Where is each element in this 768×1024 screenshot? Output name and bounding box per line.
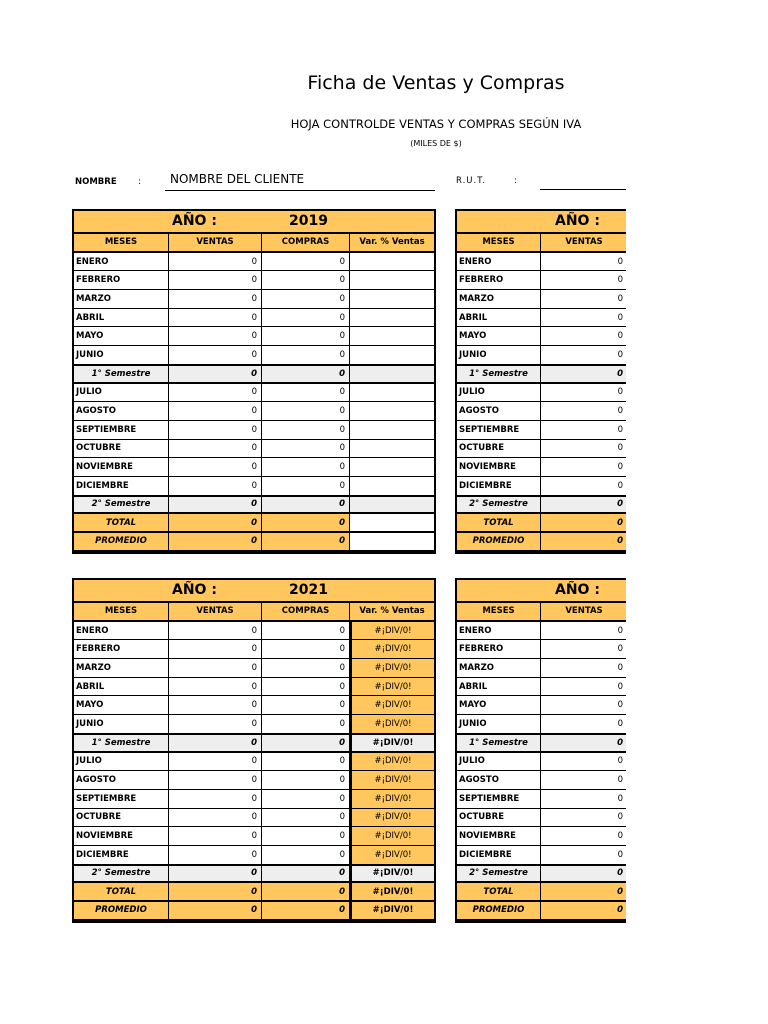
ventas-cell: 0 — [169, 290, 262, 308]
ventas-cell: 0 — [169, 827, 262, 845]
year-table — [72, 578, 436, 923]
table-row — [74, 696, 434, 715]
month-label: SEPTIEMBRE — [74, 421, 169, 439]
compras-cell: 0 — [262, 421, 350, 439]
ventas-cell: 0 — [169, 384, 262, 402]
month-label: DICIEMBRE — [74, 477, 169, 495]
promedio-row — [457, 533, 626, 552]
ventas-cell: 0 — [541, 809, 626, 827]
compras-cell: 0 — [262, 402, 350, 420]
ventas-cell: 0 — [541, 678, 626, 696]
nombre-label: NOMBRE — [75, 177, 117, 187]
compras-cell: 0 — [262, 384, 350, 402]
semester-2-row-label: 2° Semestre — [74, 866, 169, 882]
ventas-cell: 0 — [169, 640, 262, 658]
column-header-compras: COMPRAS — [262, 603, 350, 620]
compras-total: 0 — [262, 514, 350, 531]
table-row — [457, 309, 626, 328]
ventas-cell: 0 — [541, 327, 626, 345]
month-label: MAYO — [457, 696, 541, 714]
column-header-var: Var. % Ventas — [359, 237, 425, 248]
column-header-meses: MESES — [74, 603, 169, 620]
compras-cell: 0 — [262, 327, 350, 345]
var-cell — [350, 477, 434, 495]
ventas-total: 0 — [169, 366, 262, 382]
ventas-total: 0 — [169, 866, 262, 882]
compras-cell: 0 — [262, 477, 350, 495]
table-row — [457, 271, 626, 290]
var-cell: #¡DIV/0! — [350, 771, 434, 789]
ventas-cell: 0 — [541, 440, 626, 458]
var-cell — [350, 440, 434, 458]
month-label: ABRIL — [457, 309, 541, 327]
ventas-cell: 0 — [169, 659, 262, 677]
ventas-cell: 0 — [541, 696, 626, 714]
table-row — [457, 440, 626, 459]
units-label: (MILES DE $) — [410, 139, 462, 148]
semester-1-row-label: 1° Semestre — [74, 366, 169, 382]
column-header-ventas: VENTAS — [169, 234, 262, 251]
month-label: OCTUBRE — [457, 809, 541, 827]
month-label: DICIEMBRE — [457, 846, 541, 864]
promedio-row — [457, 902, 626, 921]
compras-cell: 0 — [262, 271, 350, 289]
table-row — [74, 477, 434, 496]
var-cell: #¡DIV/0! — [350, 809, 434, 827]
month-label: MAYO — [74, 327, 169, 345]
table-row — [457, 827, 626, 846]
table-row — [457, 809, 626, 828]
total-row — [74, 883, 434, 902]
var-cell — [350, 514, 434, 531]
table-row — [457, 659, 626, 678]
month-label: JUNIO — [74, 346, 169, 364]
year-table — [72, 209, 436, 554]
month-label: FEBRERO — [457, 271, 541, 289]
table-row — [74, 458, 434, 477]
column-header-var: Var. % Ventas — [359, 606, 425, 617]
var-cell — [350, 458, 434, 476]
column-header-meses: MESES — [74, 234, 169, 251]
month-label: ENERO — [457, 622, 541, 640]
table-row — [74, 290, 434, 309]
total-row-label: TOTAL — [74, 514, 169, 531]
ventas-total: 0 — [169, 902, 262, 919]
compras-cell: 0 — [262, 440, 350, 458]
nombre-field[interactable]: NOMBRE DEL CLIENTE — [165, 172, 435, 191]
ventas-cell: 0 — [541, 827, 626, 845]
var-cell: #¡DIV/0! — [350, 790, 434, 808]
var-cell: #¡DIV/0! — [350, 866, 434, 882]
year-header — [457, 580, 626, 603]
table-row — [74, 622, 434, 641]
month-label: MARZO — [74, 290, 169, 308]
month-label: JULIO — [457, 753, 541, 771]
var-cell — [350, 271, 434, 289]
compras-cell: 0 — [262, 346, 350, 364]
compras-cell: 0 — [262, 659, 350, 677]
column-header-ventas: VENTAS — [541, 603, 626, 620]
table-row — [74, 846, 434, 865]
compras-total: 0 — [262, 883, 350, 900]
ano-label: AÑO : — [555, 213, 600, 229]
ventas-cell: 0 — [541, 271, 626, 289]
total-row — [74, 514, 434, 533]
nombre-colon: : — [138, 177, 141, 187]
total-row-label: TOTAL — [74, 883, 169, 900]
ventas-cell: 0 — [541, 402, 626, 420]
month-label: JULIO — [74, 753, 169, 771]
var-cell: #¡DIV/0! — [350, 715, 434, 733]
var-cell: #¡DIV/0! — [350, 735, 434, 751]
promedio-row-label: PROMEDIO — [457, 533, 541, 550]
month-label: MARZO — [457, 659, 541, 677]
rut-label: R.U.T. — [456, 176, 487, 186]
compras-cell: 0 — [262, 253, 350, 271]
ventas-cell: 0 — [541, 753, 626, 771]
table-row — [457, 696, 626, 715]
ventas-cell: 0 — [541, 458, 626, 476]
compras-cell: 0 — [262, 715, 350, 733]
promedio-row-label: PROMEDIO — [74, 902, 169, 919]
var-cell: #¡DIV/0! — [350, 846, 434, 864]
table-row — [74, 715, 434, 734]
semester-1-row — [74, 365, 434, 384]
table-row — [457, 458, 626, 477]
ventas-total: 0 — [169, 497, 262, 513]
month-label: DICIEMBRE — [457, 477, 541, 495]
ventas-total: 0 — [169, 533, 262, 550]
semester-2-row — [74, 865, 434, 884]
compras-total: 0 — [262, 735, 350, 751]
var-cell — [350, 497, 434, 513]
semester-2-row-label: 2° Semestre — [457, 866, 541, 882]
table-row — [457, 640, 626, 659]
table-row — [457, 622, 626, 641]
ventas-cell: 0 — [169, 696, 262, 714]
ventas-cell: 0 — [169, 622, 262, 640]
ventas-cell: 0 — [541, 253, 626, 271]
table-row — [457, 753, 626, 772]
table-row — [457, 421, 626, 440]
semester-2-row-label: 2° Semestre — [457, 497, 541, 513]
semester-1-row-label: 1° Semestre — [457, 735, 541, 751]
table-row — [457, 384, 626, 403]
table-row — [457, 327, 626, 346]
ventas-cell: 0 — [169, 771, 262, 789]
rut-colon: : — [514, 176, 517, 186]
month-label: AGOSTO — [74, 402, 169, 420]
month-label: OCTUBRE — [457, 440, 541, 458]
ventas-total: 0 — [169, 735, 262, 751]
table-row — [457, 402, 626, 421]
table-row — [74, 384, 434, 403]
compras-cell: 0 — [262, 309, 350, 327]
month-label: FEBRERO — [74, 271, 169, 289]
table-row — [74, 327, 434, 346]
ventas-cell: 0 — [541, 715, 626, 733]
month-label: NOVIEMBRE — [457, 458, 541, 476]
month-label: NOVIEMBRE — [74, 827, 169, 845]
table-row — [74, 253, 434, 272]
table-row — [74, 827, 434, 846]
var-cell — [350, 402, 434, 420]
page-subtitle: HOJA CONTROLDE VENTAS Y COMPRAS SEGÚN IVA — [290, 117, 582, 131]
month-label: NOVIEMBRE — [74, 458, 169, 476]
month-label: ABRIL — [74, 678, 169, 696]
table-row — [74, 640, 434, 659]
table-row — [457, 771, 626, 790]
ventas-cell: 0 — [169, 846, 262, 864]
month-label: FEBRERO — [74, 640, 169, 658]
promedio-row — [74, 902, 434, 921]
var-cell — [350, 533, 434, 550]
var-cell — [350, 421, 434, 439]
ventas-total: 0 — [541, 883, 626, 900]
month-label: SEPTIEMBRE — [457, 421, 541, 439]
ventas-total: 0 — [541, 902, 626, 919]
table-row — [74, 309, 434, 328]
ventas-cell: 0 — [541, 346, 626, 364]
year-header — [74, 211, 434, 234]
table-row — [74, 271, 434, 290]
ventas-cell: 0 — [541, 309, 626, 327]
ventas-cell: 0 — [541, 771, 626, 789]
compras-cell: 0 — [262, 696, 350, 714]
month-label: NOVIEMBRE — [457, 827, 541, 845]
var-cell — [350, 327, 434, 345]
ventas-cell: 0 — [541, 622, 626, 640]
compras-cell: 0 — [262, 753, 350, 771]
month-label: MAYO — [74, 696, 169, 714]
month-label: OCTUBRE — [74, 440, 169, 458]
compras-total: 0 — [262, 902, 350, 919]
ventas-cell: 0 — [169, 327, 262, 345]
table-row — [457, 715, 626, 734]
semester-1-row — [74, 734, 434, 753]
column-header-ventas: VENTAS — [541, 234, 626, 251]
ventas-total: 0 — [169, 514, 262, 531]
ventas-cell: 0 — [169, 271, 262, 289]
column-header-row — [457, 603, 626, 622]
month-label: JUNIO — [457, 346, 541, 364]
compras-total: 0 — [262, 866, 350, 882]
total-row — [457, 514, 626, 533]
month-label: MARZO — [74, 659, 169, 677]
ventas-cell: 0 — [541, 477, 626, 495]
month-label: AGOSTO — [457, 402, 541, 420]
compras-cell: 0 — [262, 809, 350, 827]
rut-field[interactable] — [540, 189, 626, 190]
table-row — [74, 440, 434, 459]
var-cell: #¡DIV/0! — [350, 678, 434, 696]
year-value: 2019 — [289, 213, 328, 229]
total-row-label: TOTAL — [457, 883, 541, 900]
month-label: AGOSTO — [74, 771, 169, 789]
table-row — [457, 477, 626, 496]
table-row — [74, 809, 434, 828]
var-cell — [350, 366, 434, 382]
compras-cell: 0 — [262, 790, 350, 808]
compras-cell: 0 — [262, 678, 350, 696]
var-cell: #¡DIV/0! — [350, 659, 434, 677]
table-row — [74, 421, 434, 440]
compras-cell: 0 — [262, 771, 350, 789]
semester-2-row — [457, 496, 626, 515]
table-row — [74, 659, 434, 678]
var-cell — [350, 309, 434, 327]
ventas-cell: 0 — [169, 253, 262, 271]
ano-label: AÑO : — [172, 582, 217, 598]
ventas-cell: 0 — [169, 678, 262, 696]
column-header-compras: COMPRAS — [262, 234, 350, 251]
compras-total: 0 — [262, 366, 350, 382]
semester-2-row — [74, 496, 434, 515]
semester-1-row — [457, 365, 626, 384]
month-label: DICIEMBRE — [74, 846, 169, 864]
var-cell — [350, 290, 434, 308]
table-row — [74, 771, 434, 790]
table-row — [457, 790, 626, 809]
ventas-cell: 0 — [169, 346, 262, 364]
ventas-cell: 0 — [169, 421, 262, 439]
column-header-row — [457, 234, 626, 253]
promedio-row-label: PROMEDIO — [457, 902, 541, 919]
ventas-cell: 0 — [169, 458, 262, 476]
ventas-cell: 0 — [169, 809, 262, 827]
var-cell: #¡DIV/0! — [350, 902, 434, 919]
compras-cell: 0 — [262, 827, 350, 845]
total-row — [457, 883, 626, 902]
year-header — [74, 580, 434, 603]
ventas-cell: 0 — [169, 309, 262, 327]
var-cell: #¡DIV/0! — [350, 883, 434, 900]
table-row — [74, 346, 434, 365]
ventas-cell: 0 — [541, 846, 626, 864]
ano-label: AÑO : — [172, 213, 217, 229]
month-label: JUNIO — [74, 715, 169, 733]
ventas-total: 0 — [541, 866, 626, 882]
ventas-total: 0 — [541, 735, 626, 751]
semester-1-row-label: 1° Semestre — [74, 735, 169, 751]
compras-cell: 0 — [262, 622, 350, 640]
month-label: ENERO — [74, 253, 169, 271]
month-label: FEBRERO — [457, 640, 541, 658]
month-label: SEPTIEMBRE — [457, 790, 541, 808]
ventas-total: 0 — [541, 514, 626, 531]
var-cell: #¡DIV/0! — [350, 753, 434, 771]
compras-total: 0 — [262, 497, 350, 513]
table-row — [457, 290, 626, 309]
ventas-cell: 0 — [169, 402, 262, 420]
compras-total: 0 — [262, 533, 350, 550]
ventas-cell: 0 — [541, 384, 626, 402]
semester-1-row-label: 1° Semestre — [457, 366, 541, 382]
month-label: JULIO — [74, 384, 169, 402]
ventas-cell: 0 — [169, 790, 262, 808]
compras-cell: 0 — [262, 290, 350, 308]
var-cell: #¡DIV/0! — [350, 827, 434, 845]
table-row — [457, 846, 626, 865]
table-row — [457, 346, 626, 365]
ventas-cell: 0 — [169, 477, 262, 495]
promedio-row — [74, 533, 434, 552]
table-row — [74, 753, 434, 772]
month-label: ABRIL — [74, 309, 169, 327]
year-table — [455, 209, 626, 554]
column-header-row — [74, 603, 434, 622]
year-header — [457, 211, 626, 234]
month-label: MAYO — [457, 327, 541, 345]
var-cell — [350, 346, 434, 364]
var-cell: #¡DIV/0! — [350, 622, 434, 640]
month-label: JULIO — [457, 384, 541, 402]
month-label: SEPTIEMBRE — [74, 790, 169, 808]
month-label: OCTUBRE — [74, 809, 169, 827]
table-row — [74, 790, 434, 809]
ventas-cell: 0 — [541, 290, 626, 308]
table-row — [74, 402, 434, 421]
semester-2-row — [457, 865, 626, 884]
ventas-total: 0 — [541, 497, 626, 513]
ano-label: AÑO : — [555, 582, 600, 598]
month-label: AGOSTO — [457, 771, 541, 789]
ventas-cell: 0 — [169, 753, 262, 771]
column-header-meses: MESES — [457, 234, 541, 251]
year-value: 2021 — [289, 582, 328, 598]
month-label: ENERO — [457, 253, 541, 271]
var-cell: #¡DIV/0! — [350, 696, 434, 714]
ventas-total: 0 — [541, 533, 626, 550]
total-row-label: TOTAL — [457, 514, 541, 531]
month-label: ENERO — [74, 622, 169, 640]
var-cell: #¡DIV/0! — [350, 640, 434, 658]
ventas-total: 0 — [541, 366, 626, 382]
var-cell — [350, 384, 434, 402]
compras-cell: 0 — [262, 640, 350, 658]
compras-cell: 0 — [262, 846, 350, 864]
semester-2-row-label: 2° Semestre — [74, 497, 169, 513]
promedio-row-label: PROMEDIO — [74, 533, 169, 550]
month-label: ABRIL — [457, 678, 541, 696]
table-row — [457, 678, 626, 697]
column-header-ventas: VENTAS — [169, 603, 262, 620]
compras-cell: 0 — [262, 458, 350, 476]
ventas-cell: 0 — [541, 659, 626, 677]
semester-1-row — [457, 734, 626, 753]
ventas-cell: 0 — [541, 790, 626, 808]
ventas-cell: 0 — [169, 715, 262, 733]
page-title: Ficha de Ventas y Compras — [307, 72, 565, 94]
table-row — [457, 253, 626, 272]
ventas-cell: 0 — [541, 421, 626, 439]
column-header-meses: MESES — [457, 603, 541, 620]
month-label: MARZO — [457, 290, 541, 308]
ventas-cell: 0 — [169, 440, 262, 458]
column-header-row — [74, 234, 434, 253]
var-cell — [350, 253, 434, 271]
table-row — [74, 678, 434, 697]
ventas-total: 0 — [169, 883, 262, 900]
year-table — [455, 578, 626, 923]
month-label: JUNIO — [457, 715, 541, 733]
ventas-cell: 0 — [541, 640, 626, 658]
